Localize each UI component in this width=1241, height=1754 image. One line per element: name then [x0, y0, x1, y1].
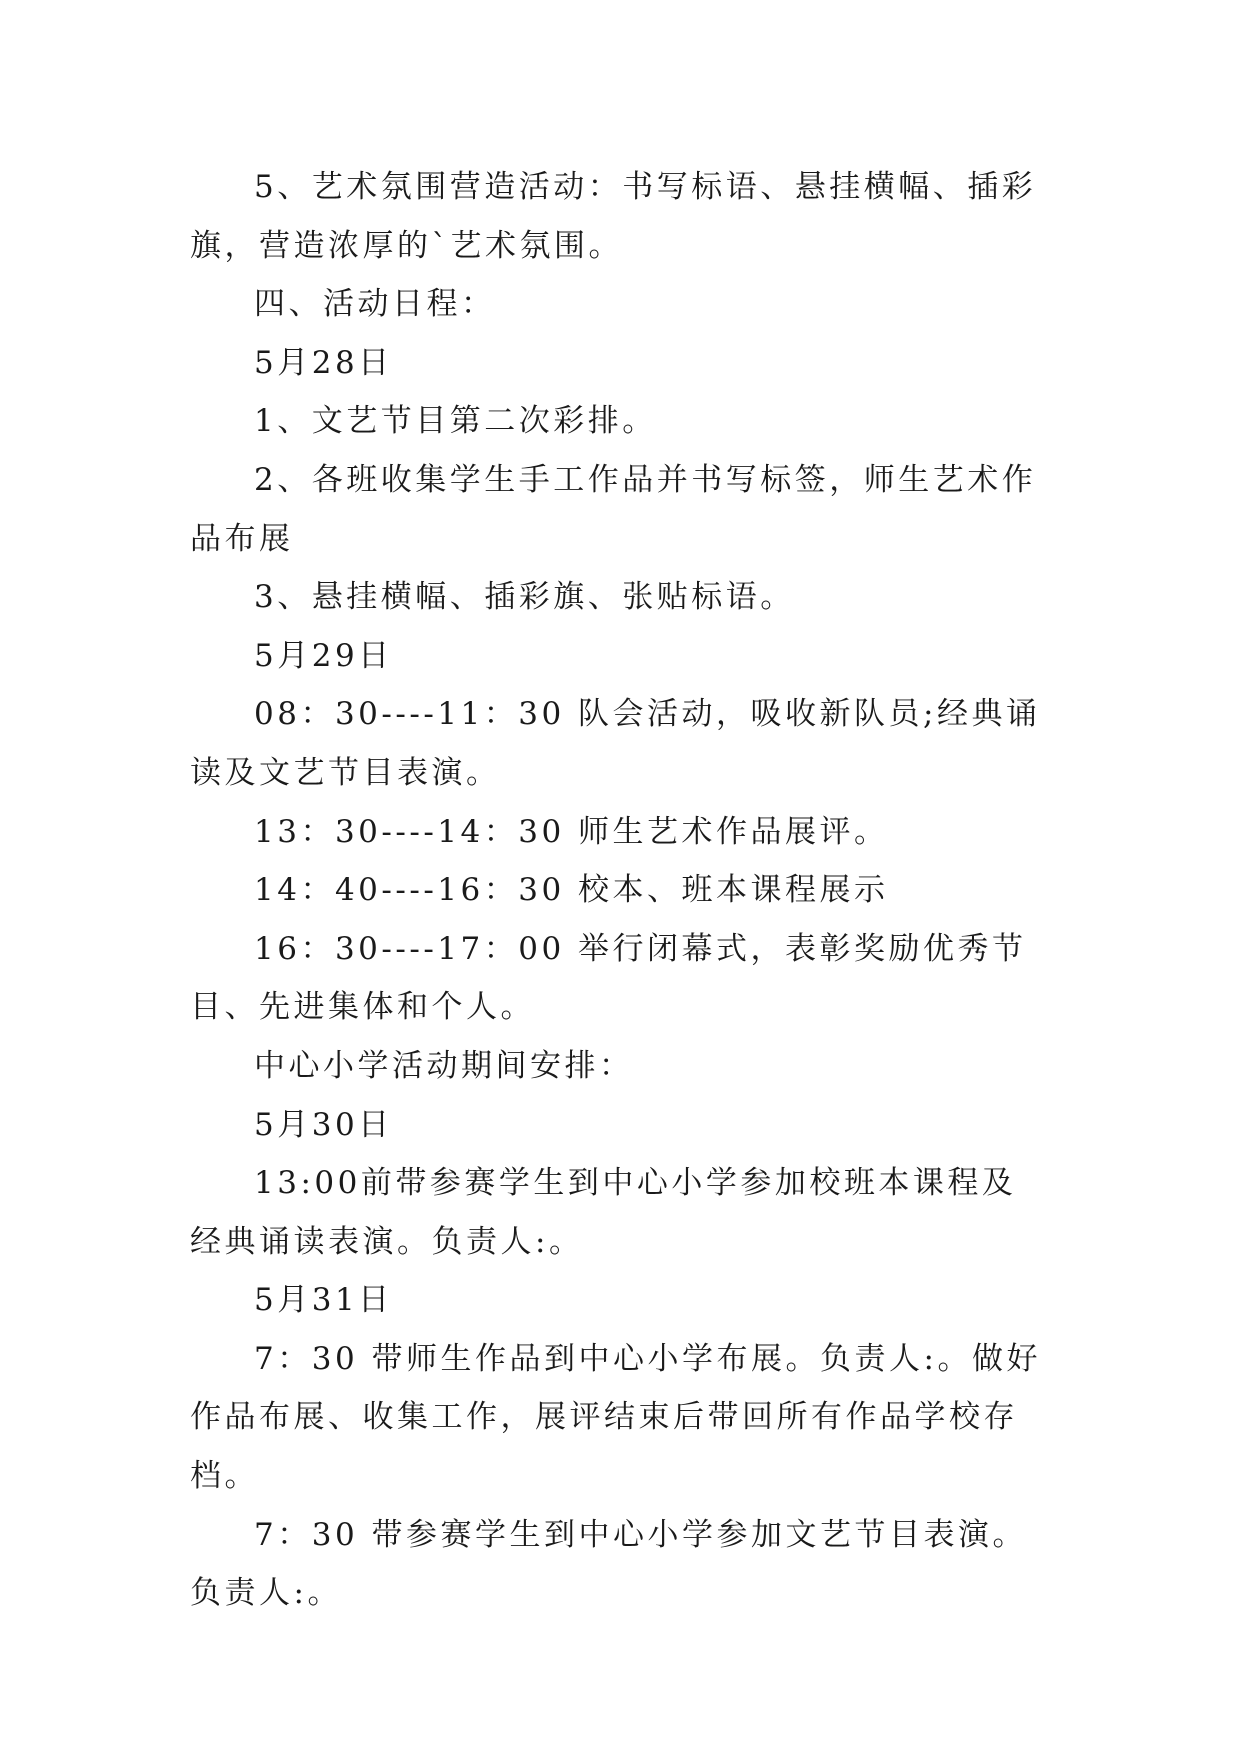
schedule-item: 3、悬挂横幅、插彩旗、张贴标语。 — [254, 579, 795, 616]
document-body — [190, 158, 1050, 1623]
section-heading-center-school: 中心小学活动期间安排： — [254, 1047, 634, 1084]
schedule-item: 16：30----17：00 举行闭幕式，表彰奖励优秀节目、先进集体和个人。 — [190, 930, 1027, 1026]
schedule-item: 2、各班收集学生手工作品并书写标签，师生艺术作品布展 — [190, 461, 1037, 557]
date-heading-may-31: 5月31日 — [254, 1282, 393, 1319]
date-heading-may-30: 5月30日 — [254, 1106, 393, 1143]
schedule-item: 7：30 带师生作品到中心小学布展。负责人:。做好作品布展、收集工作，展评结束后带回所有作品学校存档。 — [190, 1340, 1041, 1495]
date-heading-may-28: 5月28日 — [254, 344, 393, 381]
schedule-item: 08：30----11：30 队会活动，吸收新队员;经典诵读及文艺节目表演。 — [190, 696, 1041, 791]
schedule-item: 7：30 带参赛学生到中心小学参加文艺节目表演。负责人:。 — [190, 1516, 1028, 1612]
schedule-item: 13:00前带参赛学生到中心小学参加校班本课程及经典诵读表演。负责人:。 — [190, 1165, 1017, 1260]
schedule-item: 1、文艺节目第二次彩排。 — [254, 403, 657, 440]
section-heading-schedule: 四、活动日程： — [254, 286, 496, 323]
date-heading-may-29: 5月29日 — [254, 637, 393, 674]
schedule-item: 14：40----16：30 校本、班本课程展示 — [254, 872, 889, 909]
paragraph-art-atmosphere: 5、艺术氛围营造活动：书写标语、悬挂横幅、插彩旗，营造浓厚的`艺术氛围。 — [190, 169, 1037, 264]
schedule-item: 13：30----14：30 师生艺术作品展评。 — [254, 813, 889, 850]
